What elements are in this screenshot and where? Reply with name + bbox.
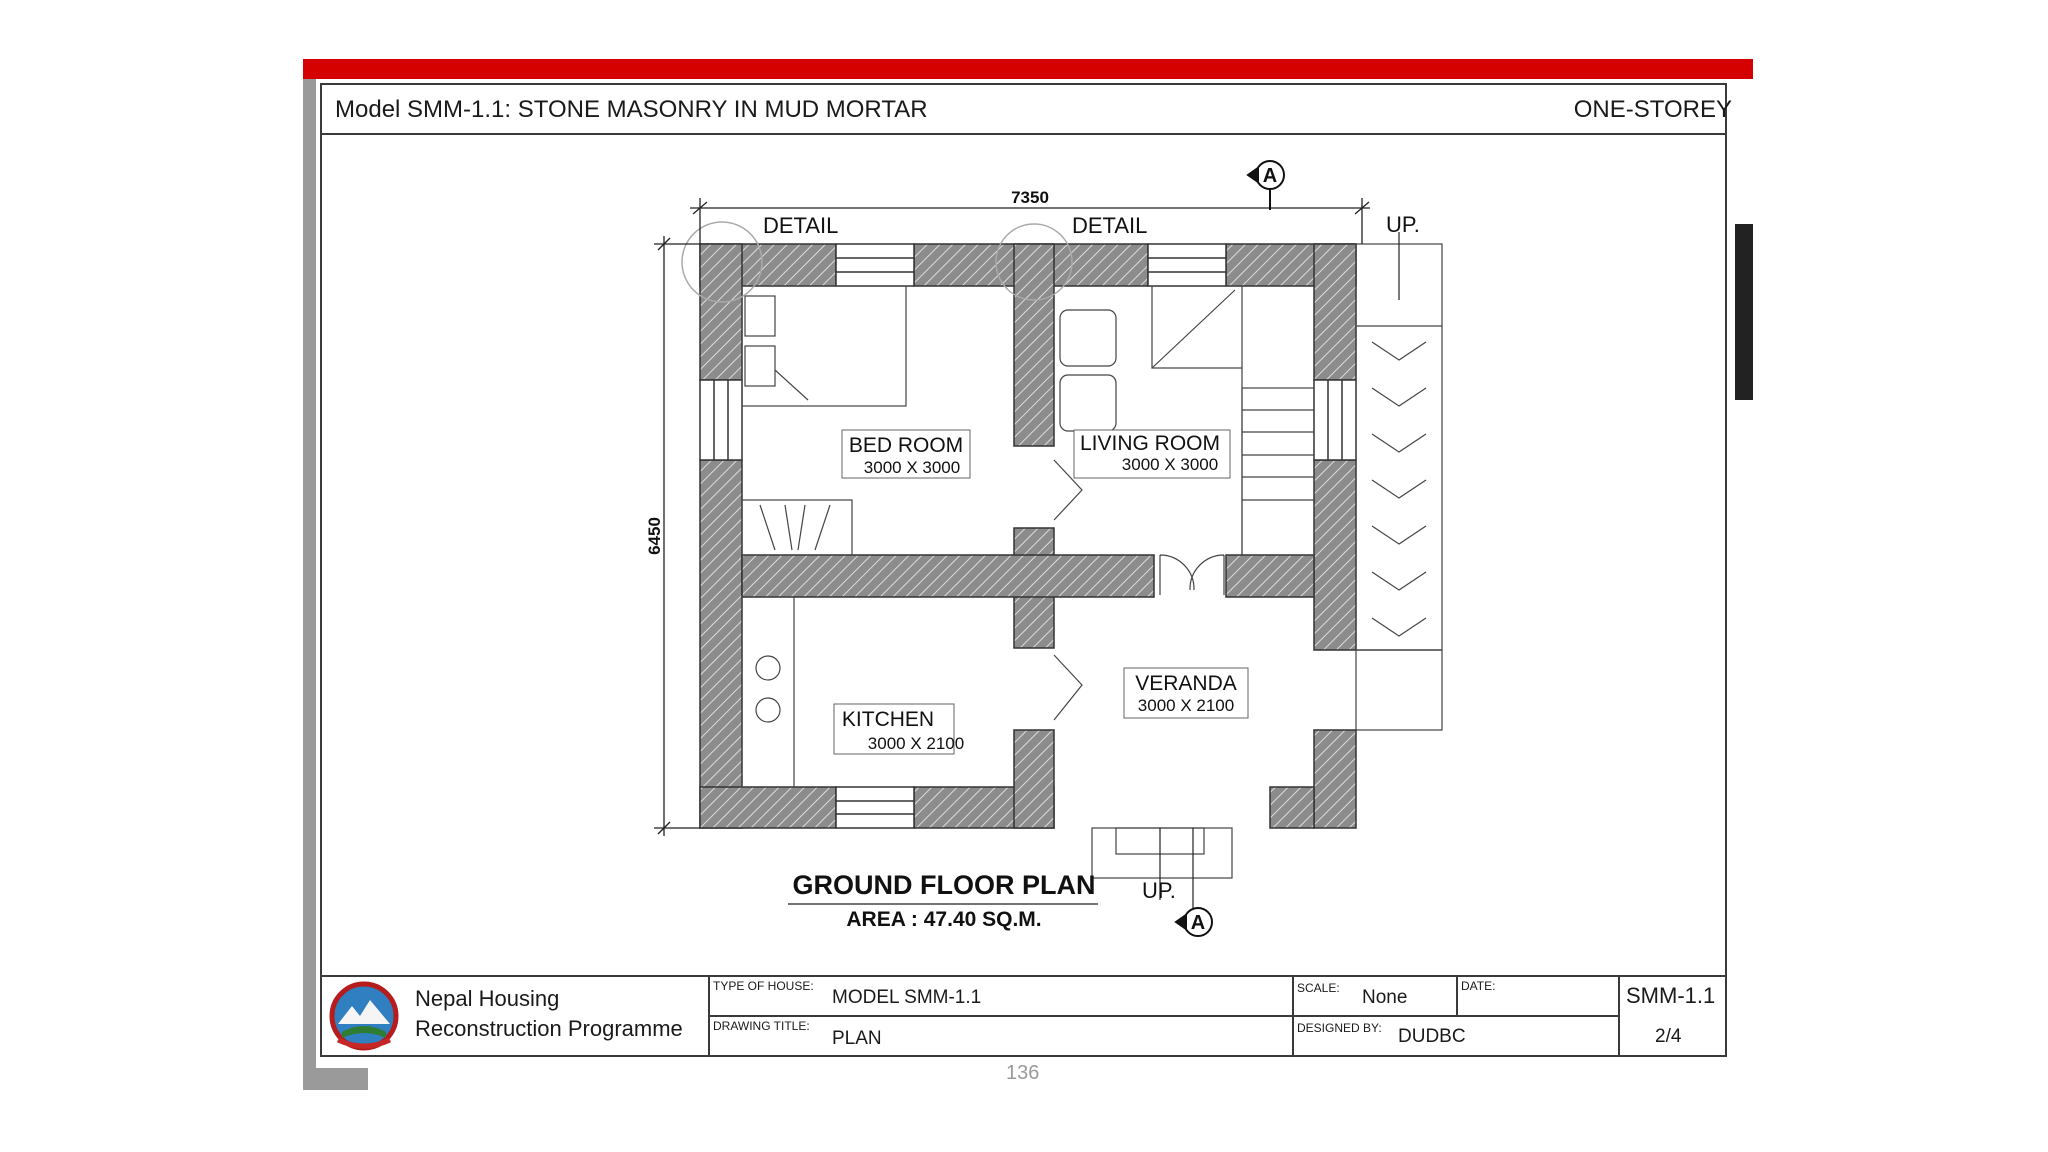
designed-by-label: DESIGNED BY: <box>1297 1021 1382 1035</box>
room-size-kitchen: 3000 X 2100 <box>867 734 965 753</box>
org-name-line2: Reconstruction Programme <box>415 1016 683 1041</box>
plan-area: AREA : 47.40 SQ.M. <box>846 908 1042 931</box>
up-label-top: UP. <box>1386 212 1420 237</box>
room-size-living: 3000 X 3000 <box>1121 455 1219 474</box>
storey-label: ONE-STOREY <box>1573 96 1732 123</box>
designed-by-value: DUDBC <box>1398 1026 1466 1047</box>
walls <box>700 244 1356 828</box>
room-name-veranda: VERANDA <box>1135 672 1237 695</box>
title-block-top-rule <box>320 975 1727 977</box>
room-name-bedroom: BED ROOM <box>848 434 964 457</box>
type-of-house-label: TYPE OF HOUSE: <box>713 979 814 993</box>
left-frame-bar <box>303 79 316 1090</box>
sheet-code: SMM-1.1 <box>1626 983 1716 1008</box>
title-block-divider-2 <box>1292 975 1294 1057</box>
type-of-house-value: MODEL SMM-1.1 <box>832 987 982 1008</box>
up-label-bottom: UP. <box>1142 878 1176 903</box>
title-block-divider-1 <box>708 975 710 1057</box>
room-size-bedroom: 3000 X 3000 <box>863 458 961 477</box>
page-number: 136 <box>1006 1062 1040 1084</box>
plan-title: GROUND FLOOR PLAN <box>792 870 1096 900</box>
top-accent-bar <box>303 59 1753 79</box>
drawing-title-label: DRAWING TITLE: <box>713 1019 810 1033</box>
scale-label: SCALE: <box>1297 981 1340 995</box>
detail-label-2: DETAIL <box>1072 213 1148 238</box>
title-block-divider-4 <box>1618 975 1620 1057</box>
nepal-emblem-icon <box>328 980 400 1052</box>
ground-floor-plan-drawing <box>320 135 1727 980</box>
bottom-frame-stub <box>303 1068 368 1090</box>
width-dimension: 7350 <box>1011 188 1049 207</box>
date-label: DATE: <box>1461 979 1496 993</box>
model-title: Model SMM-1.1: STONE MASONRY IN MUD MORTAR <box>335 96 928 123</box>
detail-label-1: DETAIL <box>763 213 839 238</box>
scale-value: None <box>1362 987 1408 1008</box>
room-name-living: LIVING ROOM <box>1079 432 1221 455</box>
drawing-title-value: PLAN <box>832 1028 882 1049</box>
room-size-veranda: 3000 X 2100 <box>1137 696 1235 715</box>
section-marker-top: A <box>1262 165 1278 187</box>
room-name-kitchen: KITCHEN <box>841 708 935 731</box>
org-name-line1: Nepal Housing <box>415 986 560 1011</box>
height-dimension: 6450 <box>645 517 664 555</box>
section-marker-bottom: A <box>1190 912 1206 934</box>
title-block-divider-3 <box>1456 975 1458 1015</box>
title-block-mid-rule <box>708 1015 1620 1017</box>
right-edge-tab <box>1735 224 1753 400</box>
sheet-index: 2/4 <box>1655 1026 1682 1047</box>
